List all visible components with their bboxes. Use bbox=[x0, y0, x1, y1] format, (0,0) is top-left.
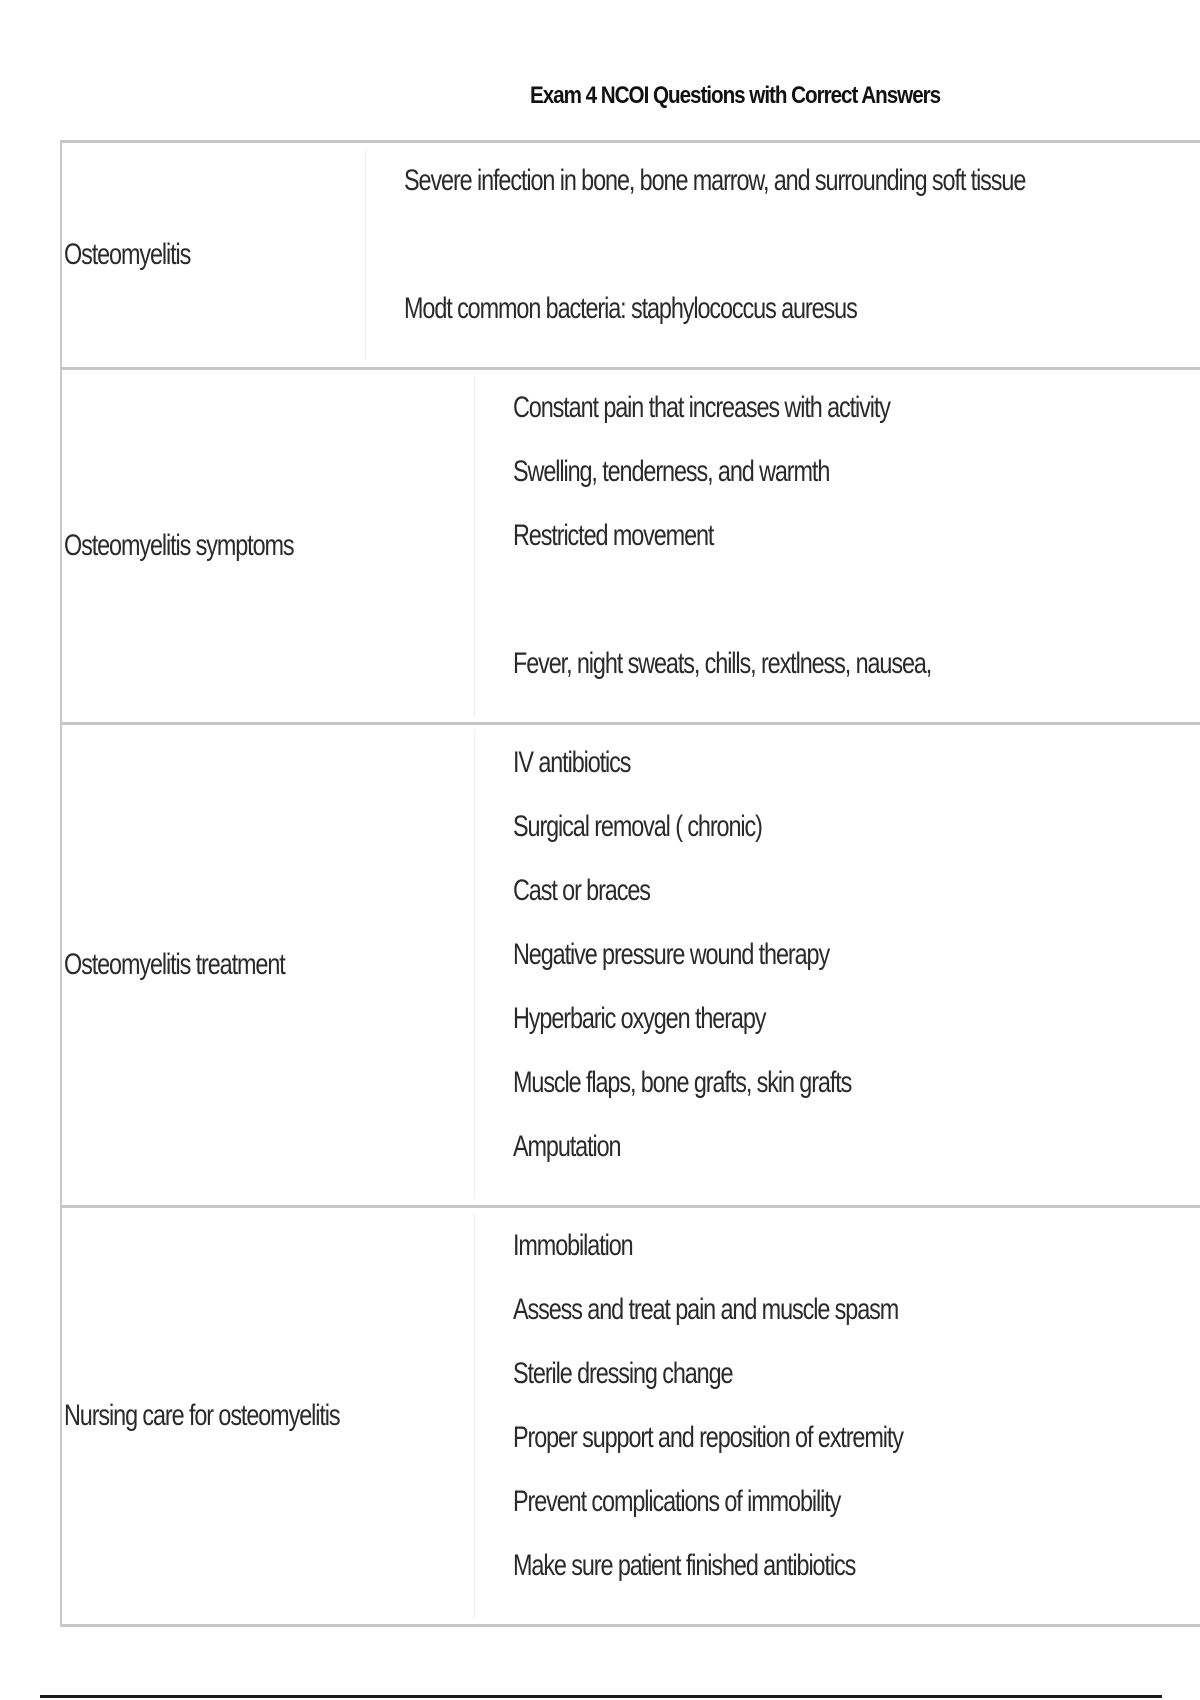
table-row-osteomyelitis bbox=[60, 140, 1200, 367]
term-cell bbox=[62, 143, 365, 367]
definition-line: Make sure patient finished antibiotics bbox=[513, 1549, 856, 1582]
definition-line: Immobilation bbox=[513, 1229, 633, 1262]
definition-line: Prevent complications of immobility bbox=[513, 1485, 841, 1518]
definition-line: Proper support and reposition of extremity bbox=[513, 1421, 903, 1454]
definition-line: Amputation bbox=[513, 1130, 621, 1163]
definition-line: Assess and treat pain and muscle spasm bbox=[513, 1293, 899, 1326]
definition-cell bbox=[475, 725, 1200, 1205]
definition-line: Fever, night sweats, chills, rextlness, nausea, bbox=[513, 647, 932, 680]
table-row-nursing-care bbox=[60, 1205, 1200, 1627]
definition-line: Muscle flaps, bone grafts, skin grafts bbox=[513, 1066, 852, 1099]
definition-line: Sterile dressing change bbox=[513, 1357, 733, 1390]
definition-line: Negative pressure wound therapy bbox=[513, 938, 830, 971]
table-row-osteomyelitis-treatment bbox=[60, 722, 1200, 1205]
definition-cell bbox=[475, 1208, 1200, 1624]
footer-rule bbox=[40, 1695, 1162, 1698]
definition-line: Surgical removal ( chronic) bbox=[513, 810, 762, 843]
term-label: Osteomyelitis bbox=[64, 238, 191, 271]
document-title: Exam 4 NCOI Questions with Correct Answers bbox=[530, 82, 941, 109]
term-label: Nursing care for osteomyelitis bbox=[64, 1399, 340, 1432]
term-cell bbox=[62, 1208, 474, 1624]
definition-cell bbox=[366, 143, 1200, 367]
definition-line: IV antibiotics bbox=[513, 746, 631, 779]
definition-line: Cast or braces bbox=[513, 874, 650, 907]
term-label: Osteomyelitis symptoms bbox=[64, 529, 294, 562]
definition-cell bbox=[475, 370, 1200, 722]
definition-line-blank bbox=[404, 223, 1200, 287]
definition-line: Severe infection in bone, bone marrow, and surrounding soft tissue bbox=[403, 164, 1025, 197]
definition-line: Modt common bacteria: staphylococcus auresus bbox=[403, 292, 857, 325]
definition-line-blank bbox=[513, 578, 1200, 642]
definition-line: Swelling, tenderness, and warmth bbox=[513, 455, 830, 488]
definition-line: Hyperbaric oxygen therapy bbox=[513, 1002, 766, 1035]
table-row-osteomyelitis-symptoms bbox=[60, 367, 1200, 722]
term-cell bbox=[62, 725, 474, 1205]
definition-line: Constant pain that increases with activity bbox=[513, 391, 890, 424]
term-cell bbox=[62, 370, 474, 722]
term-label: Osteomyelitis treatment bbox=[64, 948, 285, 981]
definition-line: Restricted movement bbox=[513, 519, 714, 552]
qa-table bbox=[60, 140, 1200, 1627]
